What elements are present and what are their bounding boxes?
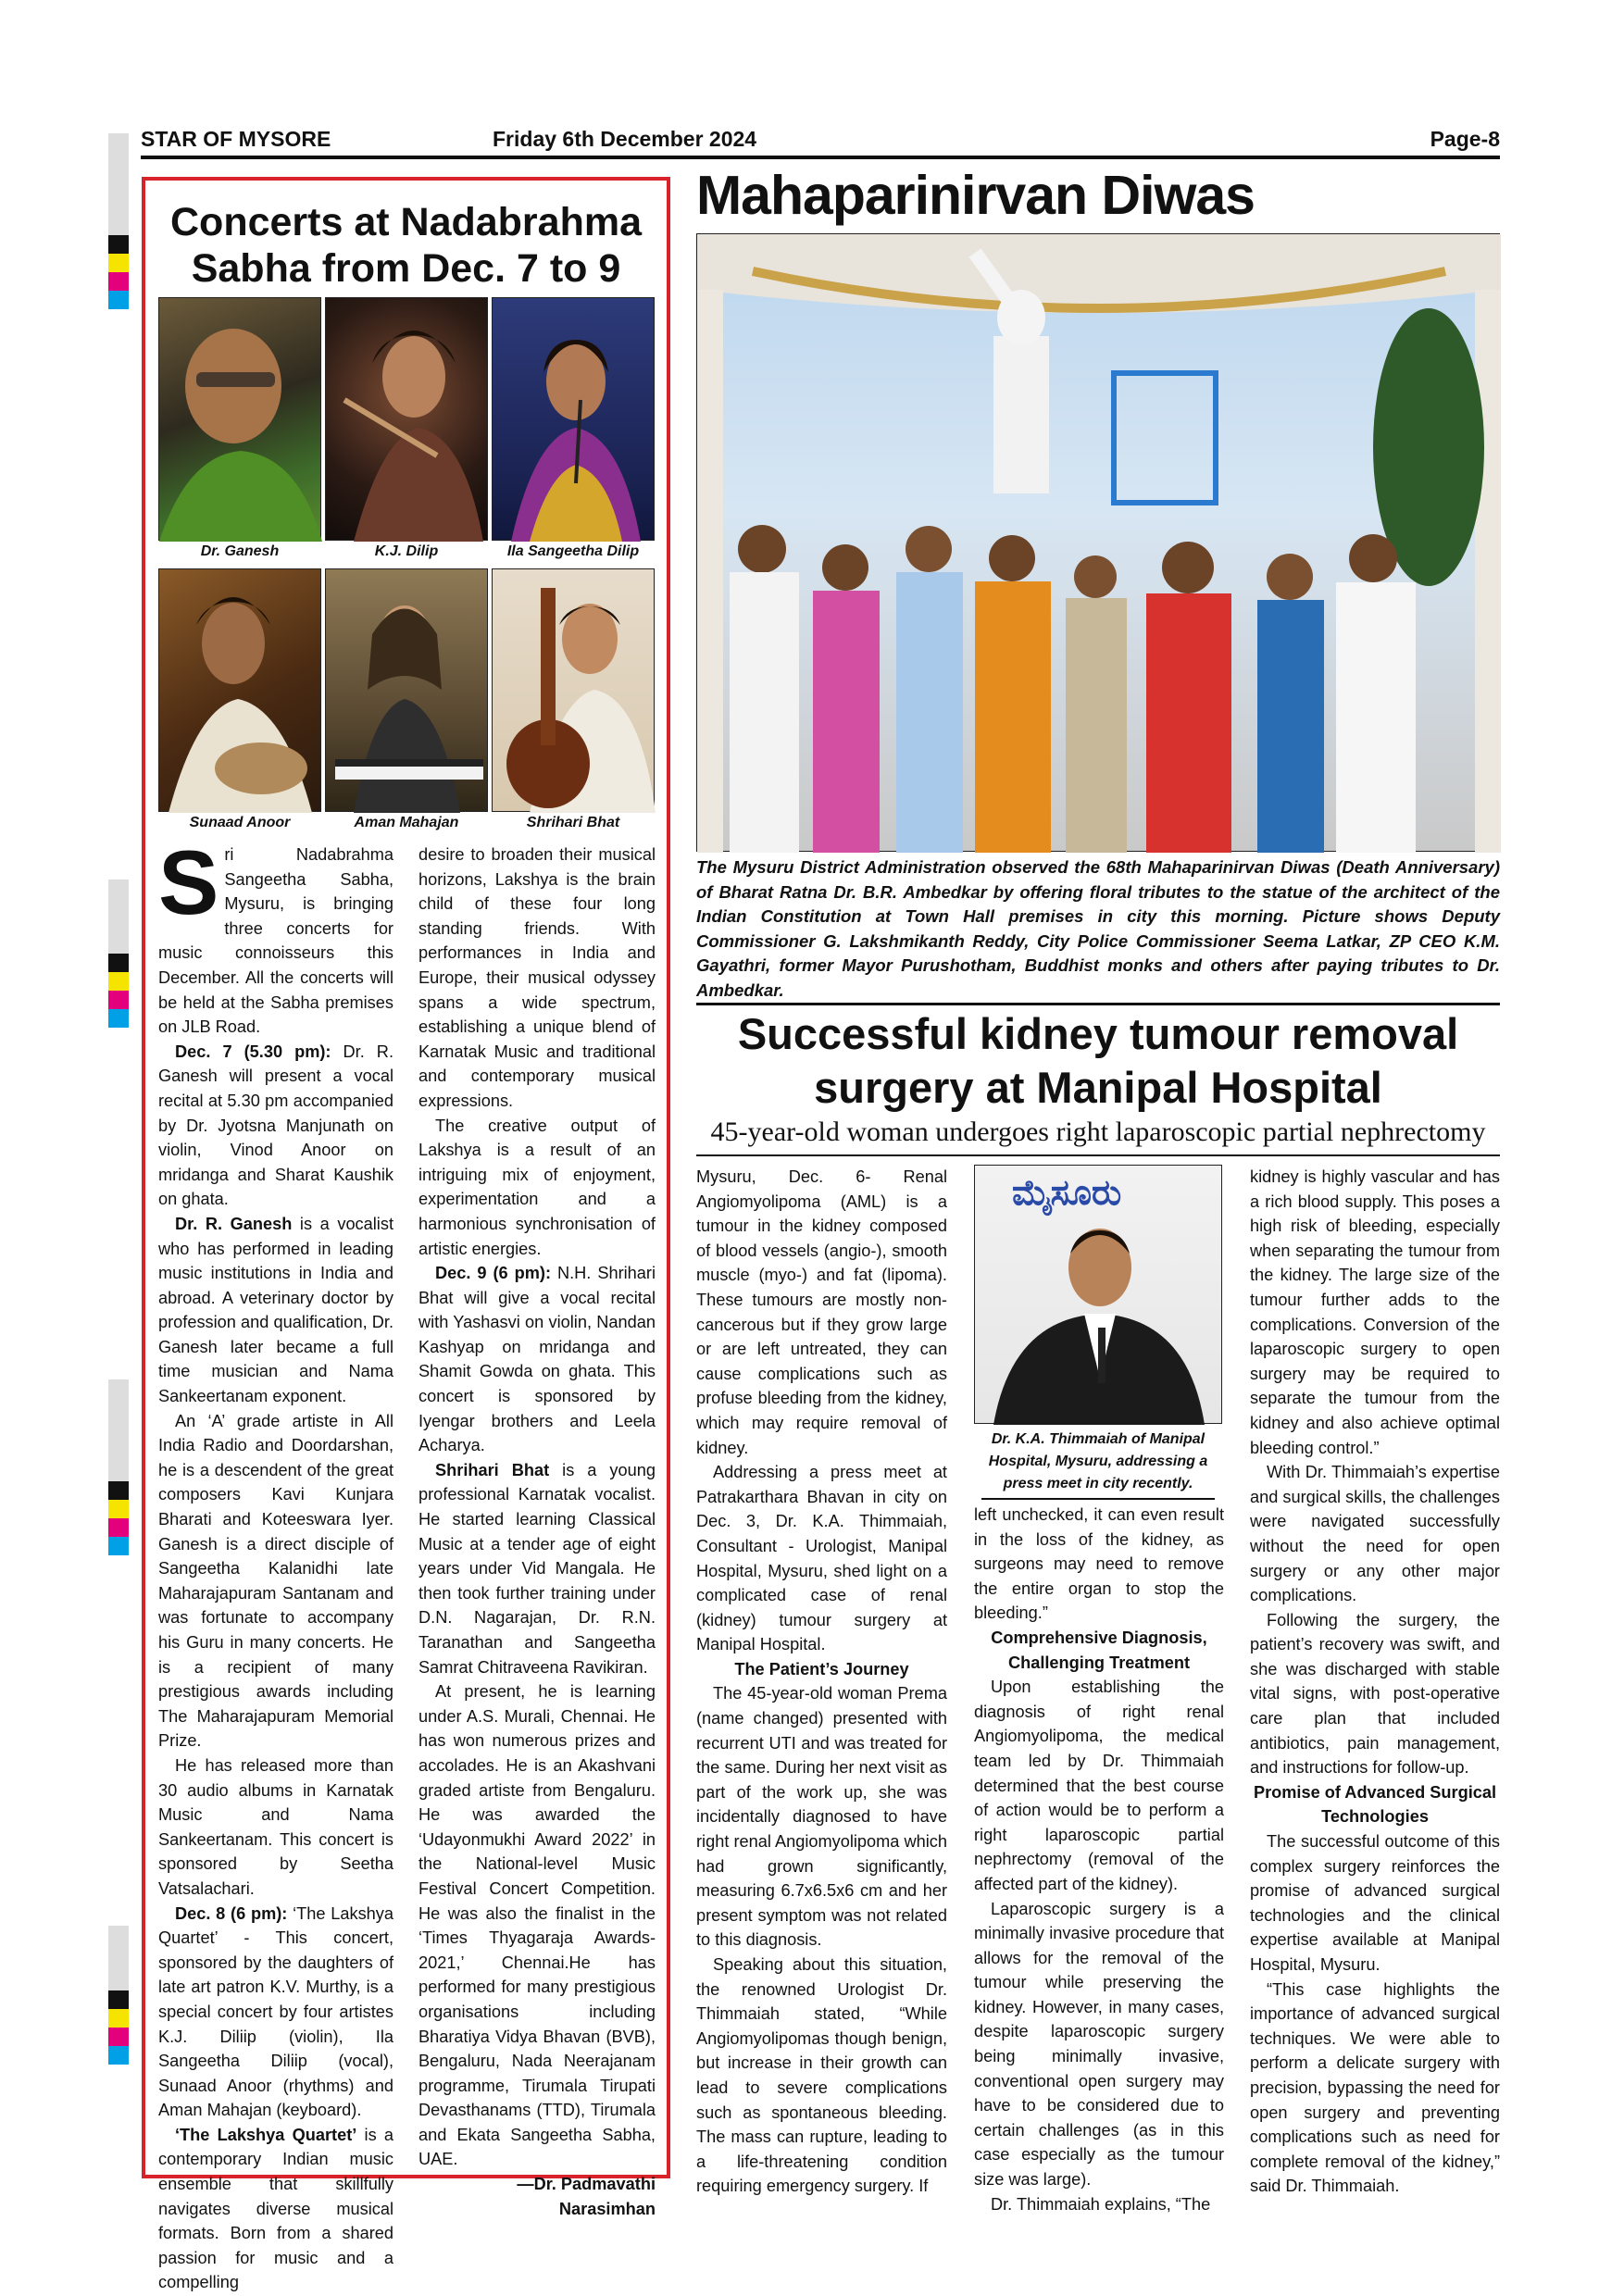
paragraph: Upon establishing the diagnosis of right renal Angiomyolipoma, the medical team led by Dr. Thimmaiah determined that the best course of action would be to perform a right laparoscopic partial nephrectomy (removal of the affected part of the kidney). [974,1678,1224,1893]
photo-dr-ganesh [158,297,321,541]
print-registration-strip [108,880,129,1028]
photo-sunaad-anoor [158,568,321,812]
issue-date: Friday 6th December 2024 [493,127,757,151]
photo-shrihari-bhat [492,568,655,812]
subheading: Promise of Advanced Surgical Technologies [1253,1782,1497,1827]
photo-aman-mahajan [325,568,488,812]
photo-ila-sangeetha-dilip [492,297,655,541]
paragraph: N.H. Shrihari Bhat will give a vocal recital with Yashasvi on violin, Nandan Kashyap on mridanga and Shamit Gowda on ghata. This concert is sponsored by Iyengar brothers and Leela Acharya. [418,1264,656,1455]
byline: —Dr. Padmavathi [517,2175,656,2194]
caption-sunaad-anoor: Sunaad Anoor [189,815,291,830]
caption-ila-sangeetha-dilip: Ila Sangeetha Dilip [506,543,640,559]
kidney-column-2 [974,1503,1224,2216]
paragraph: He has released more than 30 audio albums in Karnatak Music and Nama Sankeertanam. This concert is sponsored by Seetha Vatsalachari. [158,1755,394,1898]
paragraph: Dr. Thimmaiah explains, “The [991,2194,1211,2214]
paragraph: left unchecked, it can even result in the loss of the kidney, as surgeons may need to remove the entire organ to stop the bleeding.” [974,1505,1224,1623]
paragraph: At present, he is learning under A.S. Murali, Chennai. He has won numerous prizes and accolades. He is an Akashvani graded artiste from Bengaluru. He was awarded the ‘Udayonmukhi Award 2022’ in the National-level Music Festival Concert Competition. He was also the finalist in the ‘Times Thyagaraja Awards-2021,’ Chennai.He has performed for many prestigious organisations including Bharatiya Vidya Bhavan (BVB), Bengaluru, Nada Neerajanam programme, Tirumala Tirupati Devasthanams (TTD), Tirumala and Ekata Sangeetha Sabha, UAE. [418,1682,656,2169]
paragraph: ‘The Lakshya Quartet’ - This concert, sponsored by the daughters of late art patron K.V. Murthy, is a special concert by four artistes K.J. Diliip (violin), Ila Sangeetha Diliip (vocal), Sunaad Anoor (rhythms) and Aman Mahajan (keyboard). [158,1903,394,2120]
paragraph: Following the surgery, the patient’s recovery was swift, and she was discharged with stable vital signs, with post-operative care plan that included antibiotics, pain management, and instructions for follow-up. [1250,1610,1500,1778]
paragraph: is a young professional Karnatak vocalist. He started learning Classical Music at a tender age of eight years under Vid Mangala. He then took further training under D.N. Nagarajan, Dr. R.N. Taranathan and Sangeetha Samrat Chitraveena Ravikiran. [418,1460,656,1677]
paragraph-lead: Dec. 9 (6 pm): [435,1264,552,1283]
paragraph-lead: Shrihari Bhat [435,1460,550,1479]
print-registration-strip [108,133,129,309]
paper-name: STAR OF MYSORE [141,127,331,151]
ambedkar-photo-caption: The Mysuru District Administration observed the 68th Mahaparinirvan Diwas (Death Anniversary) of Bharat Ratna Dr. B.R. Ambedkar by offering floral tributes to the statue of the architect of the Indian Constitution at Town Hall premises in city this morning. Picture shows Deputy Commissioner G. Lakshmikanth Reddy, City Police Commissioner Seema Latkar, ZP CEO K.M. Gayathri, former Mayor Purushotham, Buddhist monks and others after paying tributes to Dr. Ambedkar. [696,857,1500,1000]
page-number: Page-8 [1430,127,1500,151]
paragraph: The creative output of Lakshya is a result of an intriguing mix of enjoyment, experimentation and a harmonious synchronisation of artistic energies. [418,1116,656,1258]
dr-thimmaiah-photo [974,1165,1222,1424]
paragraph: Addressing a press meet at Patrakarthara Bhavan in city on Dec. 3, Dr. K.A. Thimmaiah, Consultant - Urologist, Manipal Hospital, Mysuru, shed light on a complicated case of renal (kidney) tumour surgery at Manipal Hospital. [696,1463,947,1654]
print-registration-strip [108,1379,129,1555]
drop-cap: S [158,831,219,933]
paragraph: Dr. R. Ganesh will present a vocal recital at 5.30 pm accompanied by Dr. Jyotsna Manjunath on violin, Vinod Anoor on mridanga and Sharat Kaushik on ghata. [158,1042,394,1209]
subheading: The Patient’s Journey [734,1659,909,1678]
paragraph-lead: Dec. 8 (6 pm): [175,1903,288,1923]
paragraph: is a vocalist who has performed in leading music institutions in India and abroad. A veterinary doctor by profession and qualification, Dr. Ganesh later became a full time musician and Nama Sankeertanam exponent. [158,1214,394,1406]
ambedkar-tribute-photo [696,233,1500,852]
paragraph: Laparoscopic surgery is a minimally invasive procedure that allows for the removal of the tumour while preserving the kidney. However, in many cases, despite laparoscopic surgery being minimally invasive, conventional open surgery may have to be considered due to certain challenges (as in this case especially as the tumour size was large). [974,1899,1224,2190]
print-registration-strip [108,1926,129,2065]
kidney-headline: Successful kidney tumour removal surgery at Manipal Hospital [737,1009,1459,1112]
ambedkar-headline: Mahaparinirvan Diwas [696,165,1255,226]
paragraph-lead: Dec. 7 (5.30 pm): [175,1042,331,1061]
paragraph: Mysuru, Dec. 6- Renal Angiomyolipoma (AML) is a tumour in the kidney composed of blood vessels (angio-), smooth muscle (myo-) and fat (lipoma). These tumours are mostly non-cancerous but if they grow large or are left untreated, they can cause complications such as profuse bleeding from the kidney, which may require removal of kidney. [696,1167,947,1457]
paragraph: ri Nadabrahma Sangeetha Sabha, Mysuru, is bringing three concerts for music connoisseurs this December. All the concerts will be held at the Sabha premises on JLB Road. [158,845,394,1037]
paragraph: is a contemporary Indian music ensemble that skillfully navigates diverse musical formats. Born from a shared passion for music and a compelling [158,2125,394,2292]
byline: Narasimhan [558,2199,656,2218]
concerts-column-2 [418,842,656,2221]
kidney-column-3 [1250,1165,1500,2199]
paragraph: With Dr. Thimmaiah’s expertise and surgical skills, the challenges were navigated successfully without the need for open surgery or any other major complications. [1250,1463,1500,1605]
dr-thimmaiah-caption: Dr. K.A. Thimmaiah of Manipal Hospital, Mysuru, addressing a press meet in city recently. [988,1431,1208,1491]
kidney-column-1 [696,1165,947,2199]
kidney-deck: 45-year-old woman undergoes right laparoscopic partial nephrectomy [710,1117,1486,1147]
paragraph: Speaking about this situation, the renowned Urologist Dr. Thimmaiah stated, “While Angiomyolipomas though benign, but increase in their growth can lead to severe complications such as spontaneous bleeding. The mass can rupture, leading to a life-threatening condition requiring emergency surgery. If [696,1955,947,2196]
deck-rule [696,1154,1500,1156]
caption-aman-mahajan: Aman Mahajan [354,815,459,830]
photo-kj-dilip [325,297,488,541]
paragraph-lead: Dr. R. Ganesh [175,1214,293,1233]
paragraph: The successful outcome of this complex surgery reinforces the promise of advanced surgical technologies and the clinical expertise available at Manipal Hospital, Mysuru. [1250,1832,1500,1974]
paragraph: kidney is highly vascular and has a rich blood supply. This poses a high risk of bleeding, especially when separating the tumour from the kidney. The large size of the tumour further adds to the complications. Conversion of the laparoscopic surgery to open surgery may be required to separate the tumour from the kidney and also achieve optimal bleeding control.” [1250,1167,1500,1457]
subheading: Comprehensive Diagnosis, Challenging Treatment [991,1628,1207,1672]
caption-rule [981,1498,1215,1500]
paragraph: The 45-year-old woman Prema (name changed) presented with recurrent UTI and was treated for the same. During her next visit as part of the work up, she was incidentally diagnosed to have right renal Angiomyolipoma which had grown significantly, measuring 6.7x6.5x6 cm and her present symptom was not related to this diagnosis. [696,1684,947,1950]
paragraph: An ‘A’ grade artiste in All India Radio and Doordarshan, he is a descendent of the great composers Kavi Kunjara Bharati and Koteeswara Iyer. Ganesh is a direct disciple of Sangeetha Kalanidhi late Maharajapuram Santanam and was fortunate to accompany his Guru in many concerts. He is a recipient of many prestigious awards including The Maharajapuram Memorial Prize. [158,1411,394,1751]
paragraph-lead: ‘The Lakshya Quartet’ [175,2125,357,2144]
caption-dr-ganesh: Dr. Ganesh [200,543,280,559]
section-rule [696,1003,1500,1005]
page-header [141,124,1500,154]
caption-kj-dilip: K.J. Dilip [374,543,439,559]
header-rule [141,156,1500,159]
backdrop-kannada-text: ಮೈಸೂರು [1012,1172,1122,1213]
concerts-headline: Concerts at Nadabrahma Sabha from Dec. 7 to 9 [170,200,642,291]
caption-shrihari-bhat: Shrihari Bhat [526,815,620,830]
concerts-column-1 [158,831,394,2295]
paragraph: desire to broaden their musical horizons, Lakshya is the brain child of these four long standing friends. With performances in India and Europe, their musical odyssey spans a wide spectrum, establishing a unique blend of Karnatak Music and traditional and contemporary musical expressions. [418,845,656,1110]
paragraph: “This case highlights the importance of advanced surgical techniques. We were able to perform a delicate surgery with precision, bypassing the need for open surgery and preventing complications such as need for complete removal of the kidney,” said Dr. Thimmaiah. [1250,1979,1500,2196]
